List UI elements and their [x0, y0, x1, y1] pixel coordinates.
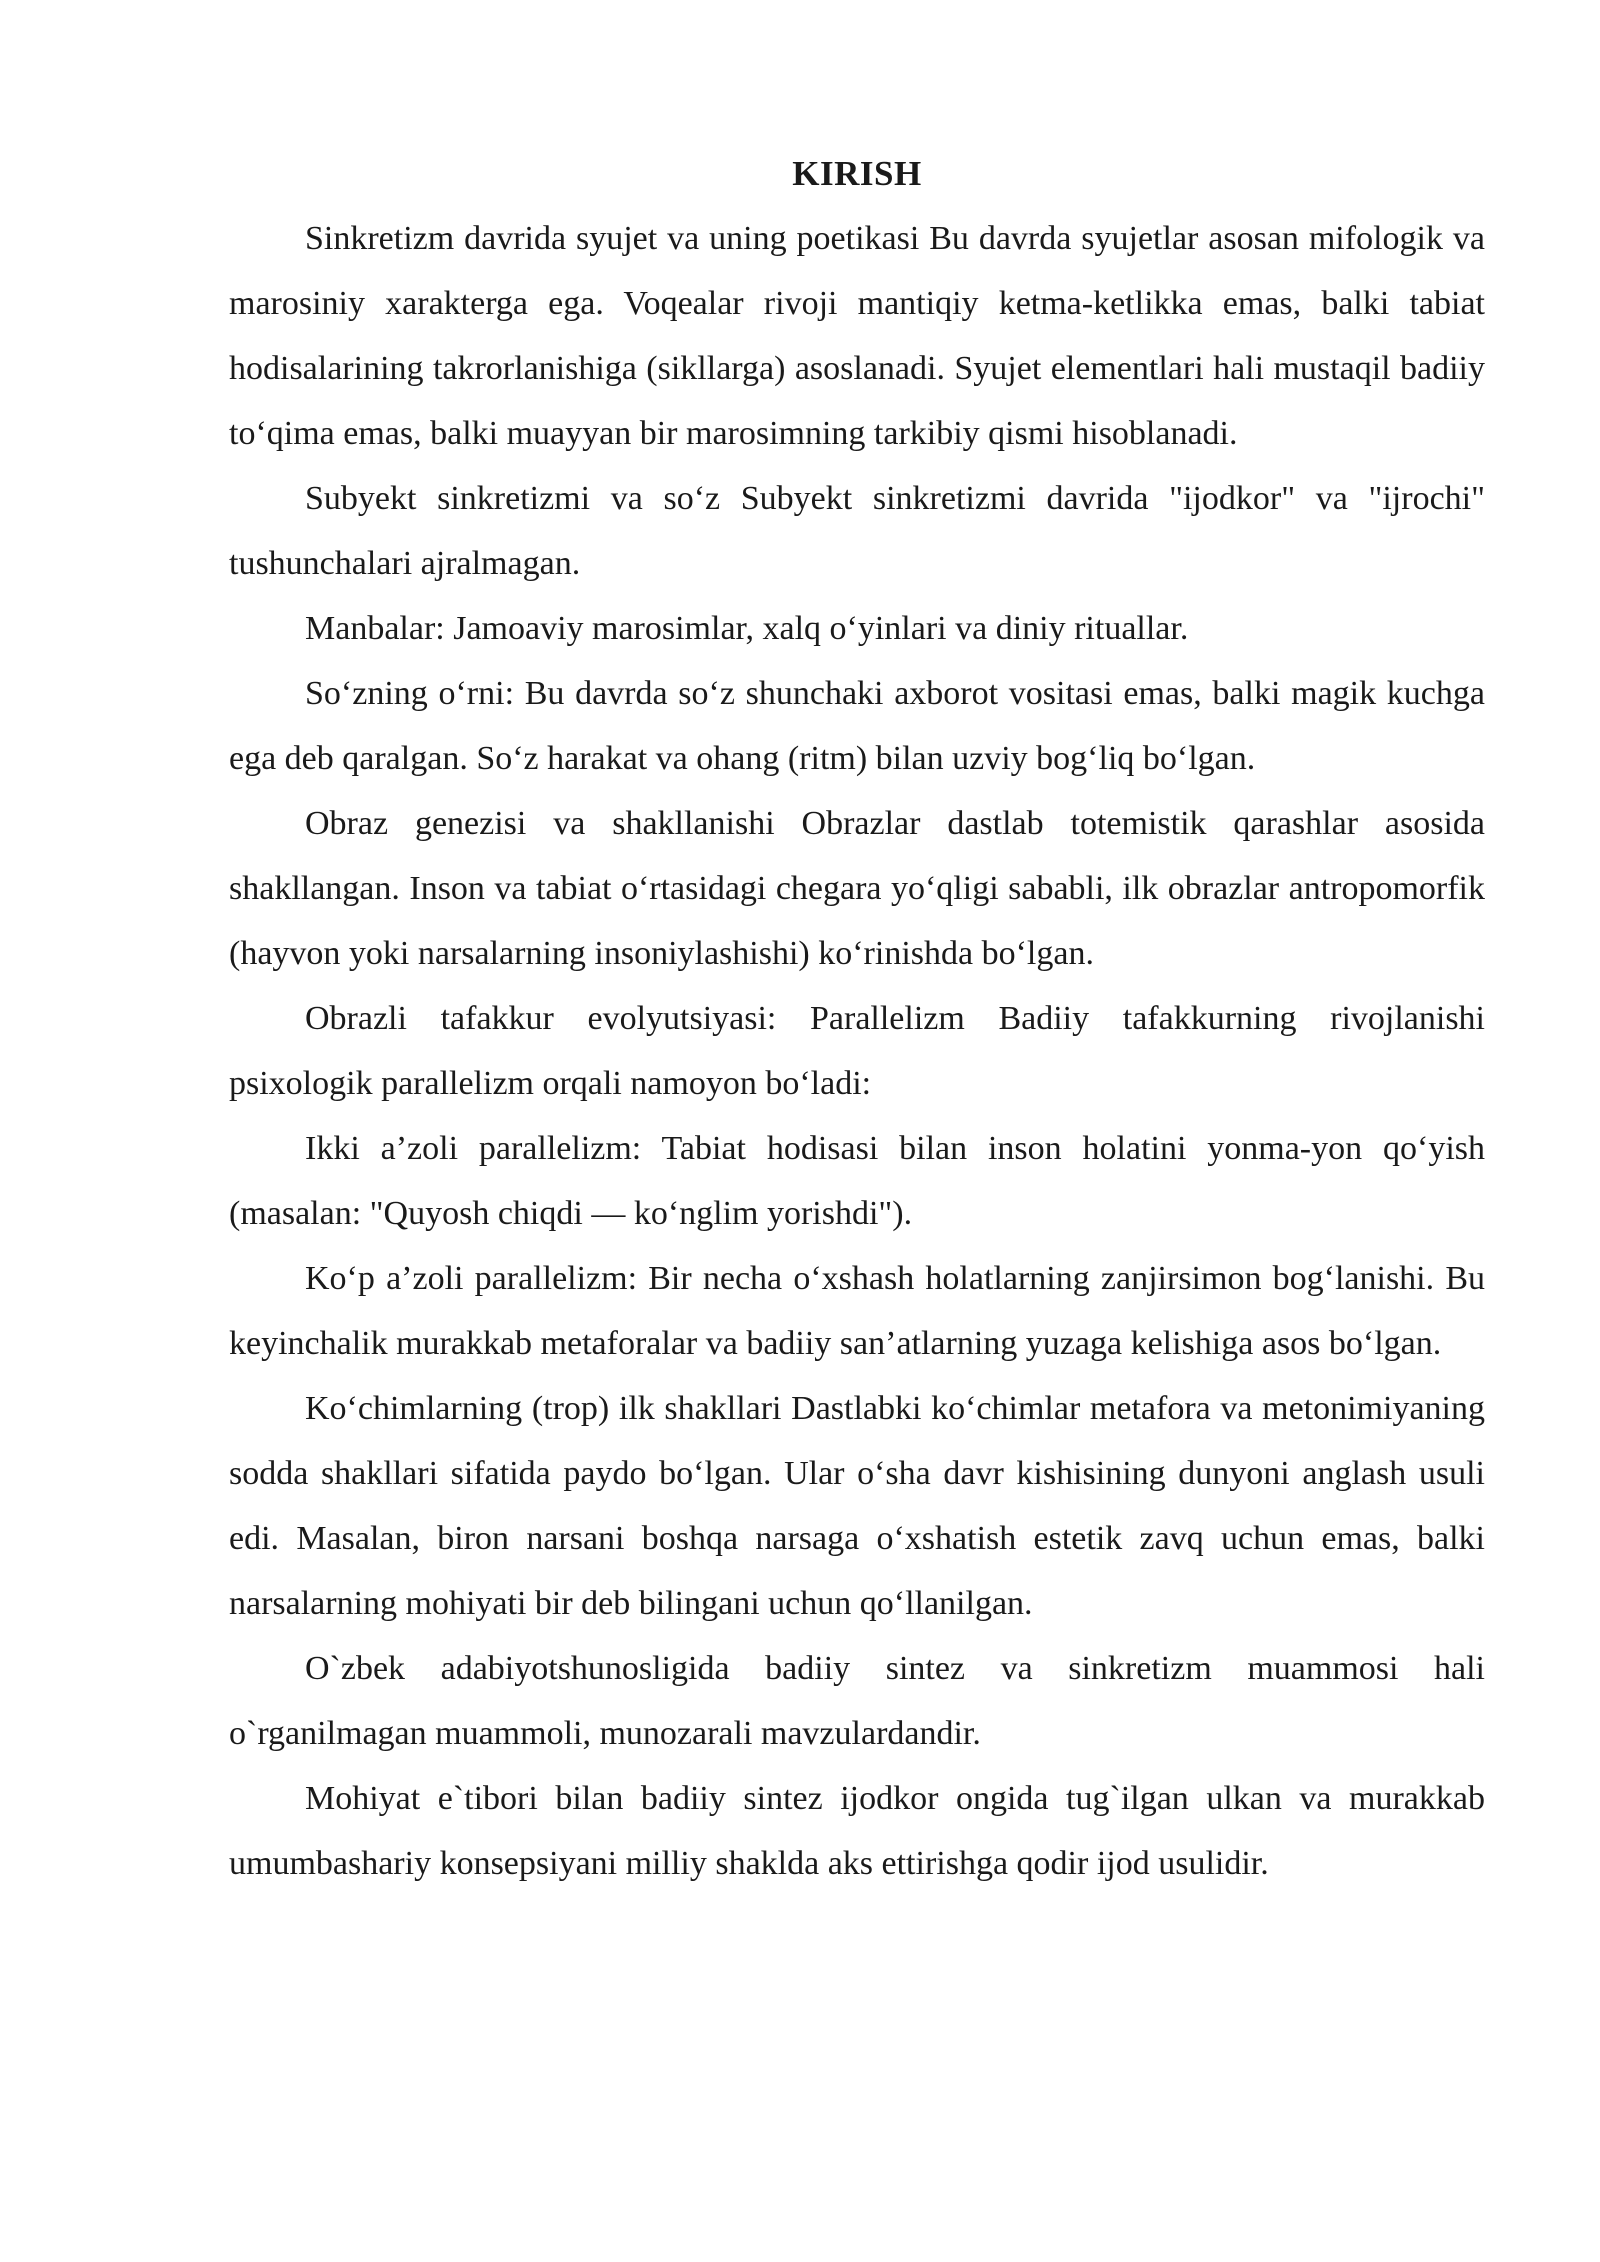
paragraph-kop-azoli-parallelizm: Ko‘p a’zoli parallelizm: Bir necha o‘xshash holatlarning zanjirsimon bog‘lanishi. Bu keyinchalik murakkab metaforalar va badiiy san’atlarning yuzaga kelishiga asos bo‘lgan. — [229, 1260, 1485, 1362]
paragraph-badiiy-sintez-muammosi: O`zbek adabiyotshunosligida badiiy sintez va sinkretizm muammosi hali o`rganilmagan muammoli, munozarali mavzulardandir. — [229, 1650, 1485, 1752]
document-body — [229, 148, 1485, 1896]
paragraph-badiiy-sintez-mohiyati: Mohiyat e`tibori bilan badiiy sintez ijodkor ongida tug`ilgan ulkan va murakkab umumbashariy konsepsiyani milliy shaklda aks ettirishga qodir ijod usulidir. — [229, 1780, 1485, 1882]
paragraph-ikki-azoli-parallelizm: Ikki a’zoli parallelizm: Tabiat hodisasi bilan inson holatini yonma-yon qo‘yish (masalan: "Quyosh chiqdi — ko‘nglim yorishdi"). — [229, 1130, 1485, 1232]
page-title: KIRISH — [792, 154, 922, 193]
paragraph-obrazli-tafakkur: Obrazli tafakkur evolyutsiyasi: Parallelizm Badiiy tafakkurning rivojlanishi psixologik parallelizm orqali namoyon bo‘ladi: — [229, 1000, 1485, 1102]
paragraph-subyekt-sinkretizmi: Subyekt sinkretizmi va so‘z Subyekt sinkretizmi davrida "ijodkor" va "ijrochi" tushunchalari ajralmagan. — [229, 480, 1485, 582]
paragraph-manbalar: Manbalar: Jamoaviy marosimlar, xalq o‘yinlari va diniy rituallar. — [305, 610, 1189, 647]
paragraph-kochimlar: Ko‘chimlarning (trop) ilk shakllari Dastlabki ko‘chimlar metafora va metonimiyaning sodda shakllari sifatida paydo bo‘lgan. Ular o‘sha davr kishisining dunyoni anglash usuli edi. Masalan, biron narsani boshqa narsaga o‘xshatish estetik zavq uchun emas, balki narsalarning mohiyati bir deb bilingani uchun qo‘llanilgan. — [229, 1390, 1485, 1622]
paragraph-sinkretizm-syujet: Sinkretizm davrida syujet va uning poetikasi Bu davrda syujetlar asosan mifologik va marosiniy xarakterga ega. Voqealar rivoji mantiqiy ketma-ketlikka emas, balki tabiat hodisalarining takrorlanishiga (sikllarga) asoslanadi. Syujet elementlari hali mustaqil badiiy to‘qima emas, balki muayyan bir marosimning tarkibiy qismi hisoblanadi. — [229, 220, 1485, 452]
paragraph-obraz-genezisi: Obraz genezisi va shakllanishi Obrazlar dastlab totemistik qarashlar asosida shakllangan. Inson va tabiat o‘rtasidagi chegara yo‘qligi sababli, ilk obrazlar antropomorfik (hayvon yoki narsalarning insoniylashishi) ko‘rinishda bo‘lgan. — [229, 805, 1485, 972]
paragraph-sozning-orni: So‘zning o‘rni: Bu davrda so‘z shunchaki axborot vositasi emas, balki magik kuchga ega deb qaralgan. So‘z harakat va ohang (ritm) bilan uzviy bog‘liq bo‘lgan. — [229, 675, 1485, 777]
